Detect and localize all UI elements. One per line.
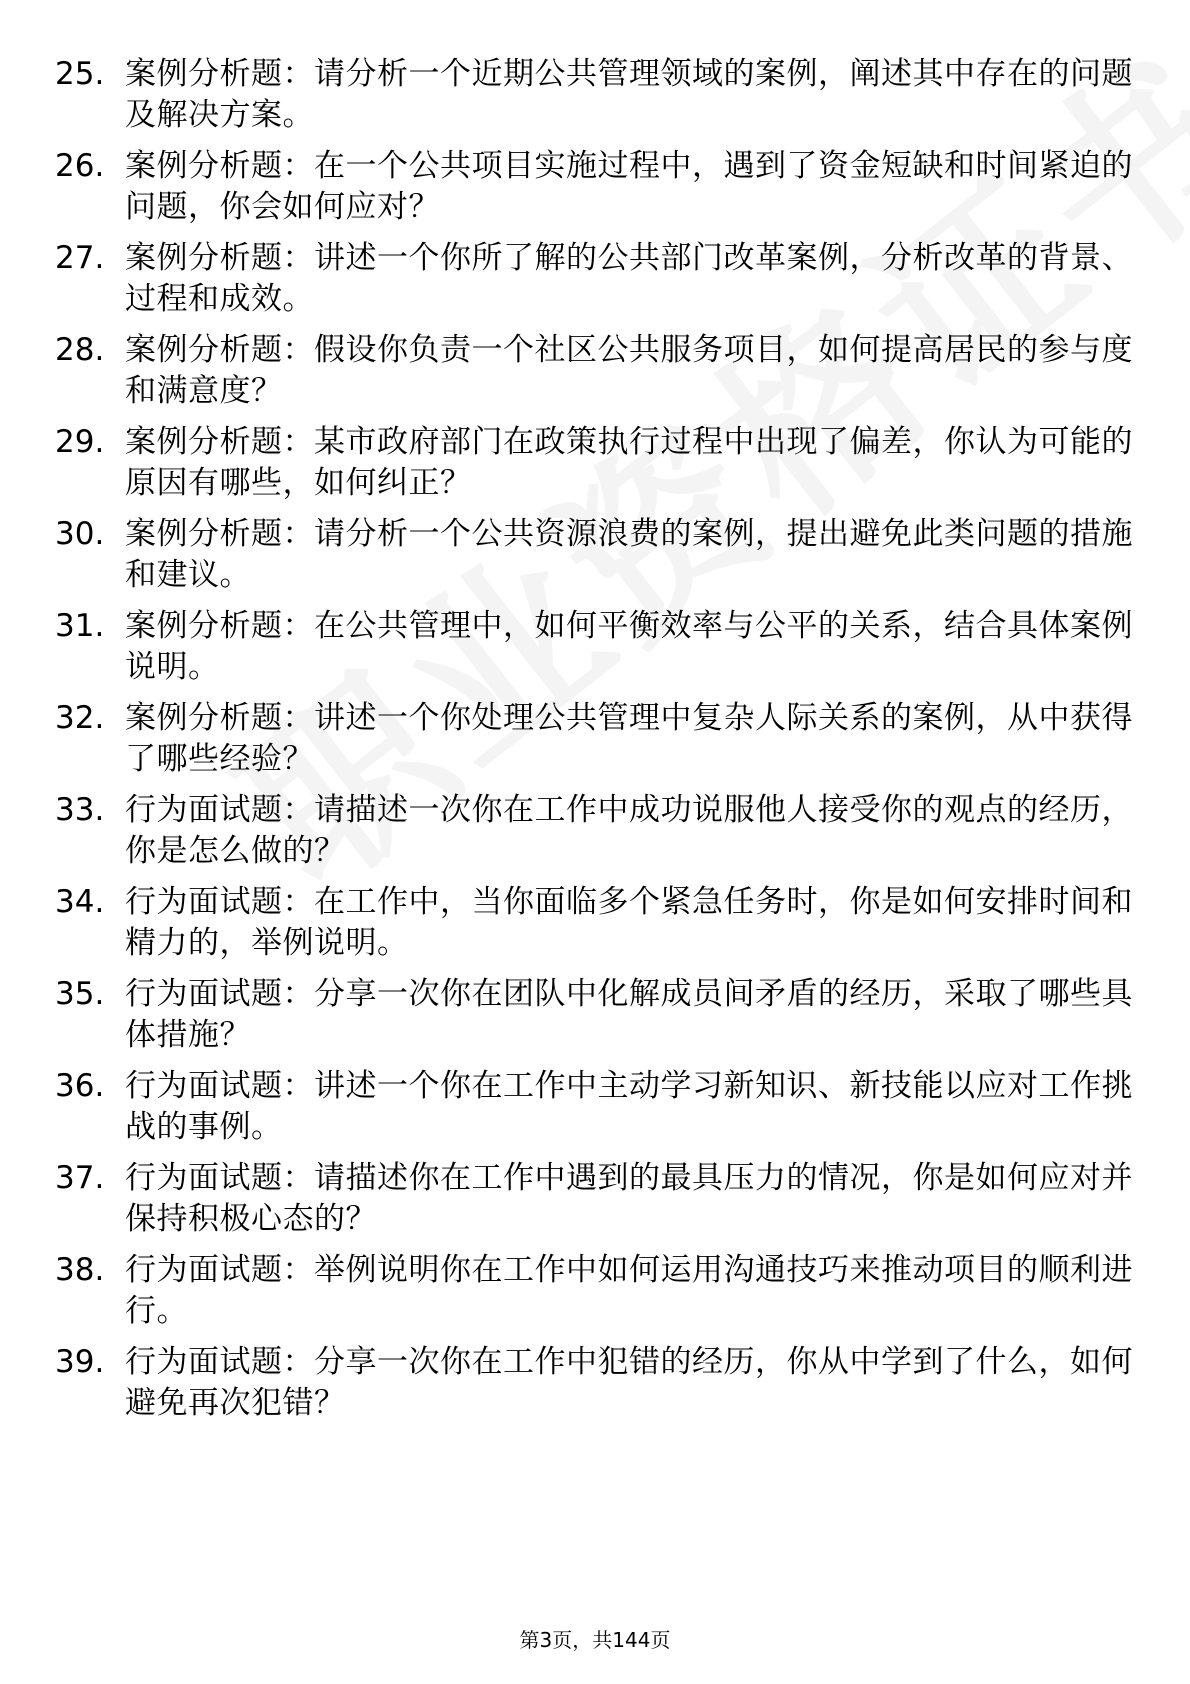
question-number: 37. xyxy=(55,1160,105,1196)
question-item xyxy=(55,1250,1135,1342)
page-footer: 第3页，共144页 xyxy=(519,1628,671,1652)
question-number: 35. xyxy=(55,976,105,1012)
question-item xyxy=(55,882,1135,974)
question-text: 案例分析题：在公共管理中，如何平衡效率与公平的关系，结合具体案例说明。 xyxy=(125,608,1133,685)
question-text: 行为面试题：举例说明你在工作中如何运用沟通技巧来推动项目的顺利进行。 xyxy=(125,1252,1133,1329)
question-item xyxy=(55,698,1135,790)
question-item xyxy=(55,238,1135,330)
question-number: 28. xyxy=(55,332,105,368)
question-text: 行为面试题：请描述一次你在工作中成功说服他人接受你的观点的经历，你是怎么做的？ xyxy=(125,792,1133,869)
question-item xyxy=(55,330,1135,422)
question-text: 行为面试题：在工作中，当你面临多个紧急任务时，你是如何安排时间和精力的，举例说明。 xyxy=(125,884,1133,961)
question-item xyxy=(55,1342,1135,1434)
question-number: 34. xyxy=(55,884,105,920)
question-list xyxy=(55,54,1135,1434)
question-text: 行为面试题：分享一次你在工作中犯错的经历，你从中学到了什么，如何避免再次犯错？ xyxy=(125,1344,1133,1421)
question-item xyxy=(55,1158,1135,1250)
question-number: 26. xyxy=(55,148,105,184)
question-number: 38. xyxy=(55,1252,105,1288)
question-text: 行为面试题：分享一次你在团队中化解成员间矛盾的经历，采取了哪些具体措施？ xyxy=(125,976,1133,1053)
question-text: 案例分析题：某市政府部门在政策执行过程中出现了偏差，你认为可能的原因有哪些，如何纠正？ xyxy=(125,424,1133,501)
question-number: 31. xyxy=(55,608,105,644)
question-number: 33. xyxy=(55,792,105,828)
question-item xyxy=(55,790,1135,882)
question-number: 39. xyxy=(55,1344,105,1380)
question-text: 案例分析题：在一个公共项目实施过程中，遇到了资金短缺和时间紧迫的问题，你会如何应对？ xyxy=(125,148,1133,225)
question-text: 案例分析题：请分析一个近期公共管理领域的案例，阐述其中存在的问题及解决方案。 xyxy=(125,56,1133,133)
question-number: 30. xyxy=(55,516,105,552)
question-text: 案例分析题：假设你负责一个社区公共服务项目，如何提高居民的参与度和满意度？ xyxy=(125,332,1133,409)
question-text: 案例分析题：请分析一个公共资源浪费的案例，提出避免此类问题的措施和建议。 xyxy=(125,516,1133,593)
question-item xyxy=(55,1066,1135,1158)
question-item xyxy=(55,146,1135,238)
question-item xyxy=(55,514,1135,606)
question-item xyxy=(55,422,1135,514)
question-item xyxy=(55,974,1135,1066)
question-text: 案例分析题：讲述一个你所了解的公共部门改革案例，分析改革的背景、过程和成效。 xyxy=(125,240,1133,317)
question-number: 36. xyxy=(55,1068,105,1104)
question-text: 行为面试题：请描述你在工作中遇到的最具压力的情况，你是如何应对并保持积极心态的？ xyxy=(125,1160,1133,1237)
question-number: 25. xyxy=(55,56,105,92)
question-number: 32. xyxy=(55,700,105,736)
question-number: 29. xyxy=(55,424,105,460)
question-item xyxy=(55,54,1135,146)
question-text: 行为面试题：讲述一个你在工作中主动学习新知识、新技能以应对工作挑战的事例。 xyxy=(125,1068,1133,1145)
question-item xyxy=(55,606,1135,698)
question-number: 27. xyxy=(55,240,105,276)
question-text: 案例分析题：讲述一个你处理公共管理中复杂人际关系的案例，从中获得了哪些经验？ xyxy=(125,700,1133,777)
